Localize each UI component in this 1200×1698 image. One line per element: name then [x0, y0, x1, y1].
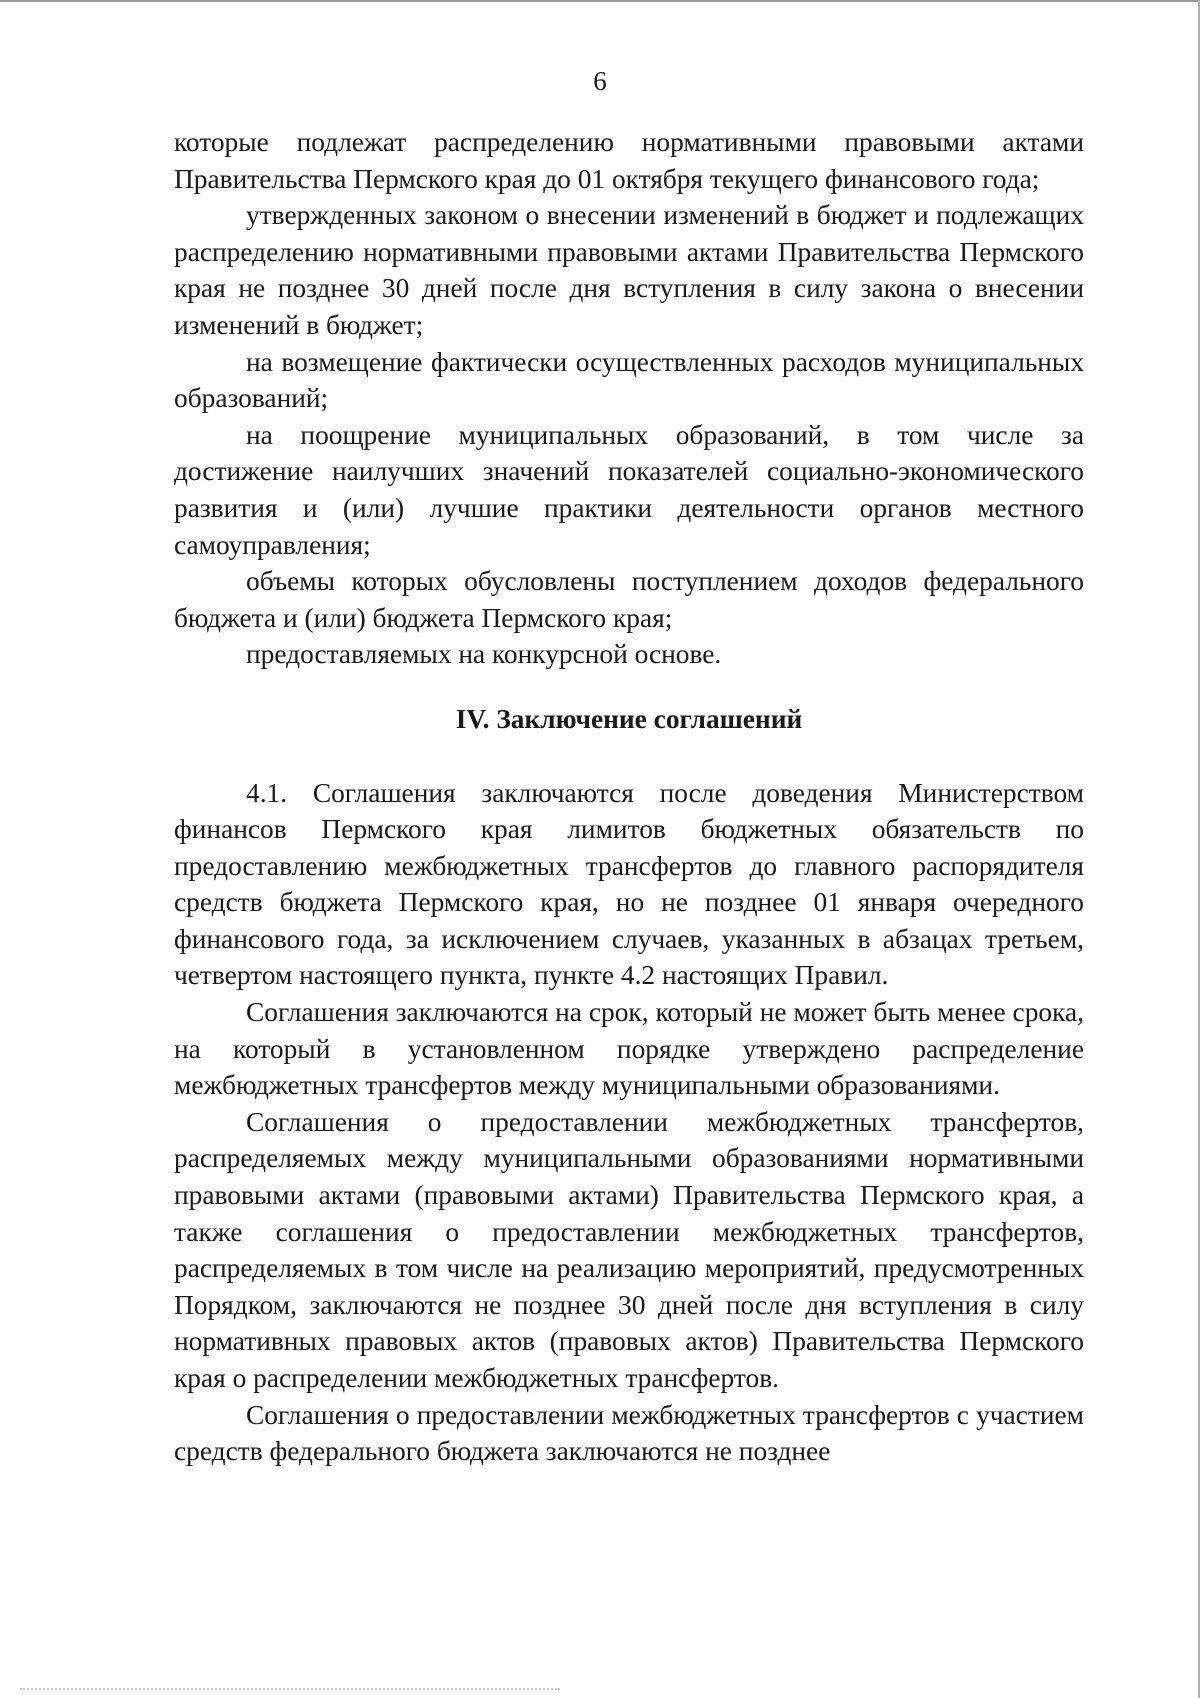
paragraph: на возмещение фактически осуществленных расходов муниципальных образований;: [174, 346, 1084, 414]
document-body: [174, 124, 1084, 1470]
section-paragraph: Соглашения о предоставлении межбюджетных трансфертов с участием средств федерального бюджета заключаются не позднее: [174, 1399, 1084, 1467]
paragraph: которые подлежат распределению нормативными правовыми актами Правительства Пермского края до 01 октября текущего финансового года;: [174, 127, 1084, 194]
scan-top-edge: [0, 0, 1200, 2]
section-paragraph: Соглашения о предоставлении межбюджетных трансфертов, распределяемых между муниципальными образованиями нормативными правовыми актами (правовыми актами) Правительства Пермского края, а также соглашения о предоставлении межбюджетных трансфертов, распределяемых в том числе на реализацию мероприятий, предусмотренных Порядком, заключаются не позднее 30 дней после дня вступления в силу нормативных правовых актов (правовых актов) Правительства Пермского края о распределении межбюджетных трансфертов.: [174, 1106, 1084, 1393]
section-paragraph: 4.1. Соглашения заключаются после доведения Министерством финансов Пермского края лимитов бюджетных обязательств по предоставлению межбюджетных трансфертов до главного распорядителя средств бюджета Пермского края, но не позднее 01 января очередного финансового года, за исключением случаев, указанных в абзацах третьем, четвертом настоящего пункта, пункте 4.2 настоящих Правил.: [174, 777, 1084, 991]
section-paragraph: Соглашения заключаются на срок, который не может быть менее срока, на который в установленном порядке утверждено распределение межбюджетных трансфертов между муниципальными образованиями.: [174, 997, 1084, 1101]
page-number: 6: [593, 66, 607, 96]
paragraph: утвержденных законом о внесении изменений в бюджет и подлежащих распределению нормативными правовыми актами Правительства Пермского края не позднее 30 дней после дня вступления в силу закона о внесении изменений в бюджет;: [174, 200, 1084, 340]
paragraph: объемы которых обусловлены поступлением доходов федерального бюджета и (или) бюджета Пермского края;: [174, 566, 1084, 633]
paragraph: предоставляемых на конкурсной основе.: [246, 639, 722, 670]
scan-artifact-dots: [20, 1688, 560, 1692]
section-heading: IV. Заключение соглашений: [455, 703, 803, 734]
paragraph: на поощрение муниципальных образований, в том числе за достижение наилучших значений показателей социально-экономического развития и (или) лучшие практики деятельности органов местного самоуправления;: [174, 419, 1084, 560]
